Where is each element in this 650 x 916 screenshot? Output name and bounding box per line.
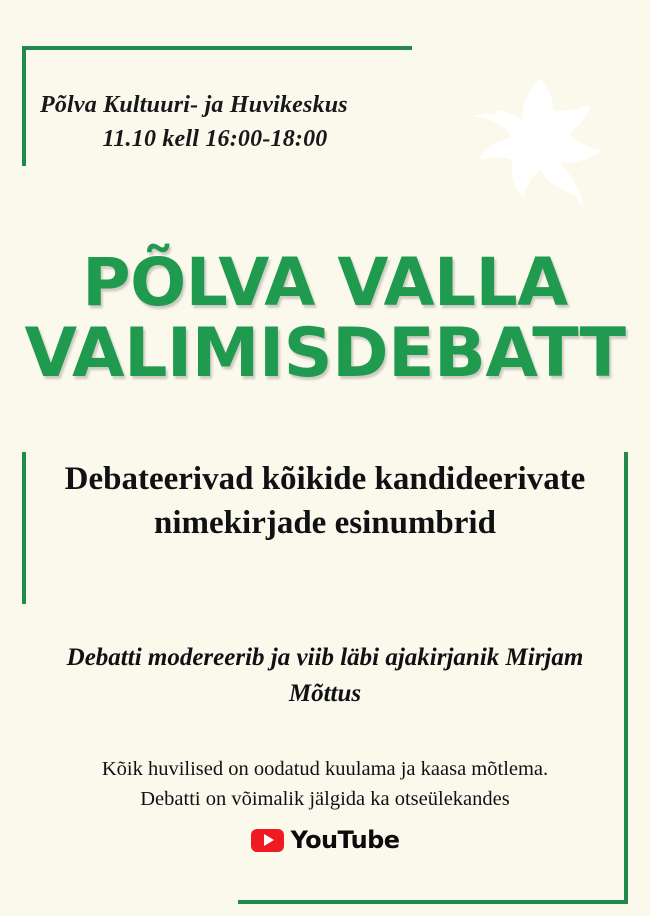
subtitle-text: Debateerivad kõikide kandideerivate nimekirjade esinumbrid: [64, 461, 586, 541]
venue-text: Põlva Kultuuri- ja Huvikeskus: [40, 92, 348, 118]
youtube-badge[interactable]: [0, 826, 650, 854]
hummingbird-icon: [444, 60, 614, 225]
youtube-label: YouTube: [290, 826, 400, 854]
moderator-text: Debatti modereerib ja viib läbi ajakirjanik Mirjam Mõttus: [66, 644, 584, 707]
page-title: [0, 244, 650, 393]
frame-line-left-middle: [22, 452, 26, 604]
page-title-line1: PÕLVA VALLA: [82, 244, 568, 321]
event-header: [40, 88, 460, 156]
footer-note: [20, 755, 630, 814]
frame-line-top: [22, 46, 412, 50]
youtube-icon: [251, 829, 284, 852]
page-title-line2: VALIMISDEBATT: [24, 313, 626, 393]
frame-line-left-top: [22, 46, 26, 166]
footer-note-line1: Kõik huvilised on oodatud kuulama ja kaasa mõtlema.: [101, 758, 549, 780]
frame-line-bottom: [238, 900, 628, 904]
datetime-text: 11.10 kell 16:00-18:00: [102, 126, 328, 153]
footer-note-line2: Debatti on võimalik jälgida ka otseülekandes: [140, 787, 510, 810]
